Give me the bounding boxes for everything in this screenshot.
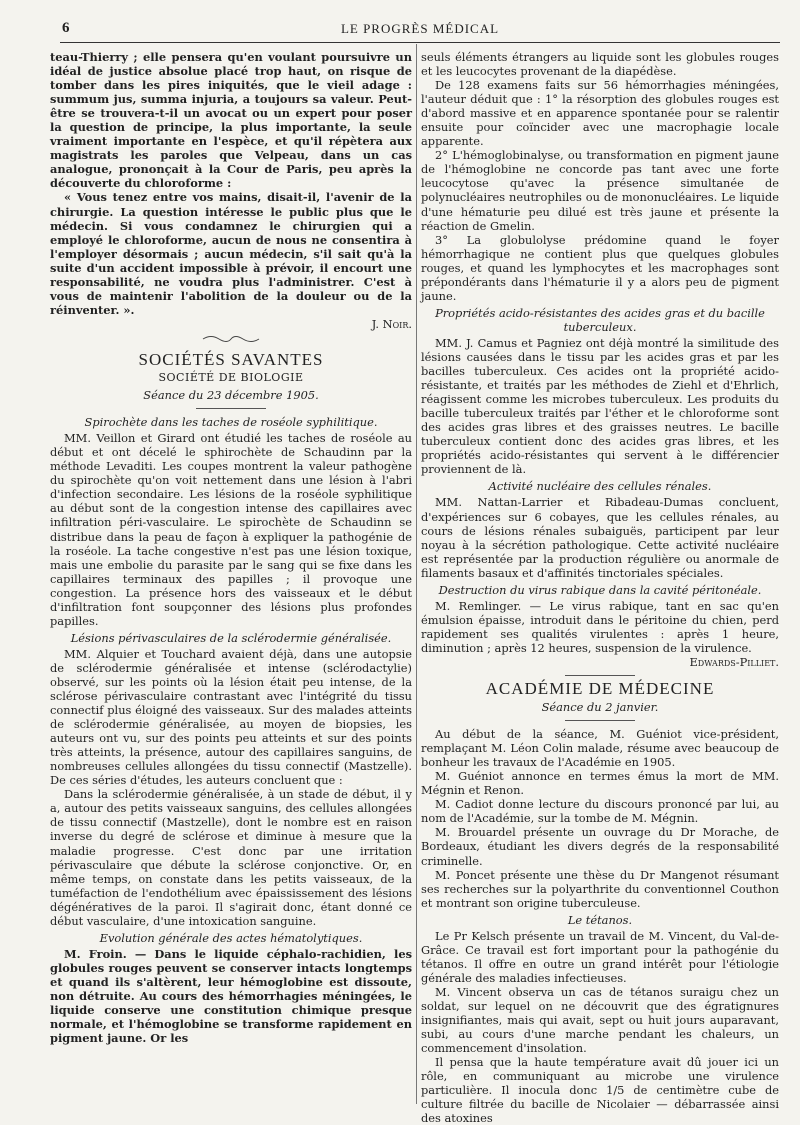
article-paragraph: M. Remlinger. — Le virus rabique, tant en sac qu'en émulsion épaisse, introduit dans le péritoine du chien, perd rapidement ses qualités virulentes : après 1 heure, diminution ; après 12 heures, suspension de la virulence. bbox=[421, 598, 779, 655]
page-header bbox=[60, 18, 780, 43]
article-paragraph: M. Cadiot donne lecture du discours prononcé par lui, au nom de l'Académie, sur la tombe de M. Mégnin. bbox=[421, 797, 779, 826]
subsection-heading: Destruction du virus rabique dans la cavité péritonéale. bbox=[438, 582, 762, 597]
subsection-heading: Le tétanos. bbox=[567, 912, 633, 927]
article-paragraph: Il pensa que la haute température avait dû jouer ici un rôle, en communiquant au microbe une virulence particulière. Il inocula donc 1/5 de centimètre cube de culture filtrée du bacille de Nicolaier — débarrassée ainsi des atoxines bbox=[421, 1055, 779, 1125]
opening-paragraph: teau-Thierry ; elle pensera qu'en voulant poursuivre un idéal de justice absolue placé trop haut, on risque de tomber dans les pires iniquités, que le vieil adage : summum jus, summa injuria, a toujours sa valeur. Peut-être se trouvera-t-il un avocat ou un expert pour poser la question de principe, la plus importante, la seule vraiment importante en l'espèce, et qu'il répètera aux magistrats les paroles que Velpeau, dans un cas analogue, prononçait à la Cour de Paris, peu après la découverte du chloroforme : bbox=[50, 50, 412, 191]
section-title: SOCIÉTÉS SAVANTES bbox=[138, 349, 324, 369]
article-paragraph: De 128 examens faits sur 56 hémorrhagies méningées, l'auteur déduit que : 1° la résorption des globules rouges est d'abord massive et en apparence spontanée pour se ralentir ensuite pour coïncider avec une macrophagie locale apparente. bbox=[421, 78, 779, 149]
subsection-heading: Evolution générale des actes hématolytiques. bbox=[99, 930, 363, 945]
article-paragraph: M. Brouardel présente un ouvrage du Dr Morache, de Bordeaux, étudiant les divers degrés de la responsabilité criminelle. bbox=[421, 825, 779, 868]
quote-paragraph: « Vous tenez entre vos mains, disait-il, l'avenir de la chirurgie. La question intéresse le public plus que le médecin. Si vous condamnez le chirurgien qui a employé le chloroforme, aucun de nous ne consentira à l'employer désormais ; aucun médecin, s'il sait qu'à la suite d'un accident impossible à prévoir, il encourt une responsabilité, ne voudra plus l'administrer. C'est à vous de maintenir l'abolition de la douleur ou de la réinventer. ». bbox=[50, 190, 412, 317]
article-paragraph: MM. Alquier et Touchard avaient déjà, dans une autopsie de sclérodermie généralisée et intense (sclérodactylie) observé, sur les points où la lésion était peu intense, de la sclérose périvasculaire contrastant avec l'intégrité du tissu connectif plus éloigné des vaisseaux. Sur des malades atteints de sclérodermie généralisée, au moyen de biopsies, les auteurs ont vu, sur des points peu atteints et sur des points très atteints, la présence, autour des capillaires sanguins, de nombreuses cellules allongées du tissu connectif (Mastzelle). De ces séries d'études, les auteurs concluent que : bbox=[50, 646, 412, 788]
article-paragraph: M. Guéniot annonce en termes émus la mort de MM. Mégnin et Renon. bbox=[421, 769, 779, 798]
article-paragraph: M. Poncet présente une thèse du Dr Mangenot résumant ses recherches sur la polyarthrite du conventionnel Couthon et montrant son origine tuberculeuse. bbox=[421, 867, 779, 910]
article-paragraph: Le Pr Kelsch présente un travail de M. Vincent, du Val-de-Grâce. Ce travail est fort important pour la pathogénie du tétanos. Il offre en outre un grand intérêt pour l'étiologie générale des maladies infectieuses. bbox=[421, 928, 779, 985]
rule-divider bbox=[565, 675, 635, 676]
article-paragraph: 2° L'hémoglobinalyse, ou transformation en pigment jaune de l'hémoglobine ne concorde pas tant avec une forte leucocytose qu'avec la présence simultanée de polynucléaires neutrophiles ou de mononucléaires. Le liquide d'une hématurie peu dilué est très jaune et présente la réaction de Gmelin. bbox=[421, 148, 779, 233]
article-signature: J. Noir. bbox=[371, 316, 412, 331]
article-paragraph: M. Froin. — Dans le liquide céphalo-rachidien, les globules rouges peuvent se conserver intacts longtemps et quand ils s'altèrent, leur hémoglobine est dissoute, non détruite. Au cours des hémorrhagies méningées, le liquide conserve une constitution chimique presque normale, et l'hémoglobine se transforme rapidement en pigment jaune. Or les bbox=[50, 946, 412, 1046]
rule-divider bbox=[565, 720, 635, 721]
session-date: Séance du 2 janvier. bbox=[541, 700, 659, 715]
left-column bbox=[50, 50, 412, 1045]
column-divider bbox=[416, 44, 417, 1104]
article-paragraph: MM. J. Camus et Pagniez ont déjà montré la similitude des lésions causées dans le tissu par les acides gras et par les bacilles tuberculeux. Ces acides ont la propriété acido-résistante, et traités par les méthodes de Ziehl et d'Ehrlich, réagissent comme les microbes tuberculeux. Les produits du bacille tuberculeux traités par l'éther et le chloroforme sont des acides gras libres et des graisses neutres. Le bacille tuberculeux contient donc des acides gras libres, et les propriétés acido-résistantes qui servent à le différencier proviennent de là. bbox=[421, 335, 779, 477]
article-paragraph: MM. Nattan-Larrier et Ribadeau-Dumas concluent, d'expériences sur 6 cobayes, que les cellules rénales, au cours de lésions rénales subaiguës, participent par leur noyau à la sécrétion pathologique. Cette activité nucléaire est représentée par la production régulière ou anormale de filaments basaux et d'affinités tinctoriales spéciales. bbox=[421, 495, 779, 580]
academy-title: ACADÉMIE DE MÉDECINE bbox=[485, 679, 715, 699]
article-paragraph: MM. Veillon et Girard ont étudié les taches de roséole au début et ont décelé le sphirochète de Schaudinn par la méthode Levaditi. Les coupes montrent la valeur pathogène du spirochète qu'on voit nettement dans une lésion à l'abri d'infection secondaire. Les lésions de la roséole syphilitique au début sont de la congestion intense des capillaires avec infiltration péri-vasculaire. Le spirochète de Schaudinn se distribue dans la peau de façon à expliquer la pathogénie de la roséole. La tache congestive n'est pas une lésion toxique, mais une embolie du parasite par le sang qui se fixe dans les capillaires terminaux des papilles ; il provoque une congestion. La présence hors des vaisseaux et le début d'infiltration font soupçonner des lésions plus profondes papilles. bbox=[50, 431, 412, 628]
rule-divider bbox=[196, 408, 266, 409]
subsection-heading: Spirochète dans les taches de roséole syphilitique. bbox=[84, 415, 378, 430]
right-column bbox=[421, 50, 779, 1125]
article-paragraph: Dans la sclérodermie généralisée, à un stade de début, il y a, autour des petits vaisseaux sanguins, des cellules allongées de tissu connectif (Mastzelle), dont le nombre est en raison inverse du degré de sclérose et diminue à mesure que la maladie progresse. C'est donc par une irritation périvasculaire que débute la sclérose conjonctive. Or, en même temps, on constate dans les petits vaisseaux, de la tuméfaction de l'endothélium avec épaississement des lésions dégénératives de la paroi. Il s'agirait donc, étant donné ce début vasculaire, d'une intoxication sanguine. bbox=[50, 787, 412, 928]
article-paragraph: M. Vincent observa un cas de tétanos suraigu chez un soldat, sur lequel on ne découvrit que des égratignures insignifiantes, mais qui avait, sept ou huit jours auparavant, subi, au cours d'une marche pendant les chaleurs, un commencement d'insolation. bbox=[421, 984, 779, 1056]
session-date: Séance du 23 décembre 1905. bbox=[143, 388, 319, 403]
subsection-heading: Lésions périvasculaires de la sclérodermie généralisée. bbox=[70, 630, 392, 645]
page-number: 6 bbox=[62, 20, 70, 36]
ornament-divider bbox=[50, 333, 412, 347]
flourish-icon bbox=[201, 334, 261, 344]
subsection-heading: Propriétés acido-résistantes des acides gras et du bacille tuberculeux. bbox=[435, 305, 765, 334]
article-paragraph: 3° La globulolyse prédomine quand le foyer hémorrhagique ne contient plus que quelques globules rouges, et quand les lymphocytes et les macrophages sont prépondérants dans l'hématurie il y a alors peu de pigment jaune. bbox=[421, 232, 779, 303]
journal-title: LE PROGRÈS MÉDICAL bbox=[340, 21, 500, 36]
article-paragraph: seuls éléments étrangers au liquide sont les globules rouges et les leucocytes provenant de la diapédèse. bbox=[421, 50, 779, 79]
society-title: SOCIÉTÉ DE BIOLOGIE bbox=[158, 371, 304, 385]
article-paragraph: Au début de la séance, M. Guéniot vice-président, remplaçant M. Léon Colin malade, résume avec beaucoup de bonheur les travaux de l'Académie en 1905. bbox=[421, 727, 779, 770]
subsection-heading: Activité nucléaire des cellules rénales. bbox=[488, 479, 712, 494]
article-signature: Edwards-Pilliet. bbox=[689, 654, 779, 669]
